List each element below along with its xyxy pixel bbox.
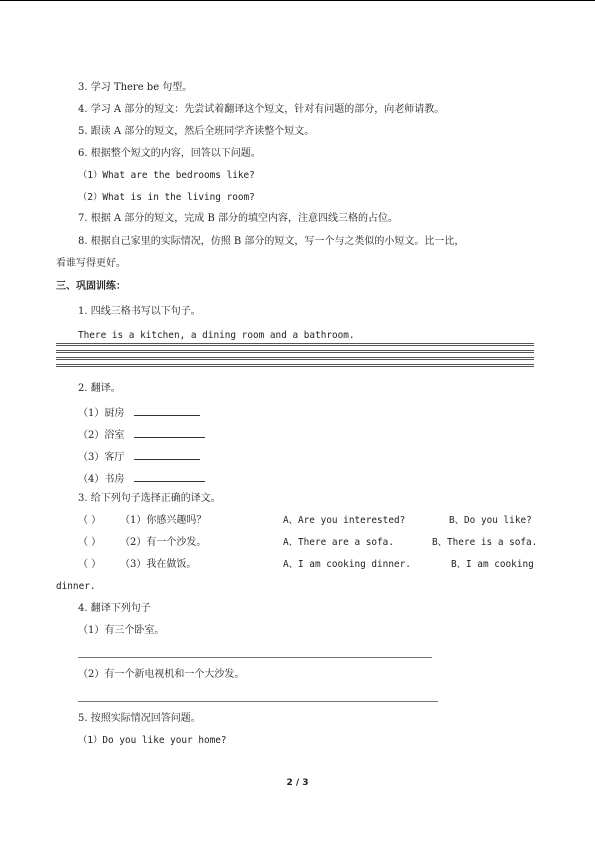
step-5: 5. 跟读 A 部分的短文，然后全班同学齐读整个短文。: [78, 126, 315, 137]
question-1: （1）What are the bedrooms like?: [78, 170, 255, 181]
answer-blank[interactable]: [134, 405, 200, 416]
exercise-2-title: 2. 翻译。: [78, 383, 121, 394]
translate-item-label: （4）书房: [78, 474, 125, 485]
choice-option-a: A、I am cooking dinner.: [283, 559, 411, 570]
translate-item-label: （2）浴室: [78, 430, 125, 441]
choice-option-a: A、Are you interested?: [283, 515, 406, 526]
four-line-grid-line: [56, 357, 534, 360]
translate-item: [78, 471, 205, 486]
exercise-1-sentence: There is a kitchen, a dining room and a bathroom.: [78, 330, 355, 341]
translate-item-label: （1）厨房: [78, 408, 125, 419]
step-7: 7. 根据 A 部分的短文，完成 B 部分的填空内容，注意四线三格的占位。: [78, 213, 399, 224]
choice-paren[interactable]: （ ）: [78, 515, 102, 526]
choice-option-wrap: dinner.: [56, 581, 96, 592]
answer-blank[interactable]: [134, 449, 200, 460]
exercise-1-title: 1. 四线三格书写以下句子。: [78, 306, 201, 317]
answer-blank[interactable]: [134, 471, 205, 482]
question-item: （1）Do you like your home?: [78, 735, 227, 746]
translate-item: [78, 449, 200, 464]
choice-paren[interactable]: （ ）: [78, 537, 102, 548]
page-top-border: [0, 0, 595, 1]
exercise-5-title: 5. 按照实际情况回答问题。: [78, 713, 201, 724]
step-6: 6. 根据整个短文的内容，回答以下问题。: [78, 148, 261, 159]
section-title: 三、巩固训练：: [56, 281, 126, 292]
choice-option-a: A、There are a sofa.: [283, 537, 394, 548]
step-8-wrap: 看谁写得更好。: [56, 258, 126, 269]
sentence-item: （1）有三个卧室。: [78, 625, 165, 636]
choice-question: （3）我在做饭。: [120, 559, 197, 570]
four-line-grid-line: [56, 343, 534, 346]
translate-item: [78, 427, 205, 442]
choice-option-b: B、I am cooking: [451, 559, 534, 570]
choice-question: （2）有一个沙发。: [120, 537, 207, 548]
page-number: 2 / 3: [286, 778, 309, 788]
choice-question: （1）你感兴趣吗？: [120, 515, 207, 526]
choice-option-b: B、There is a sofa.: [432, 537, 538, 548]
four-line-grid-line: [56, 364, 534, 367]
answer-blank[interactable]: [134, 427, 205, 438]
step-8: 8. 根据自己家里的实际情况，仿照 B 部分的短文，写一个与之类似的小短文。比一比，: [78, 236, 465, 247]
translate-item: [78, 405, 200, 420]
four-line-grid-line: [56, 350, 534, 353]
translate-item-label: （3）客厅: [78, 452, 125, 463]
choice-option-b: B、Do you like?: [449, 515, 532, 526]
exercise-4-title: 4. 翻译下列句子: [78, 603, 151, 614]
answer-line[interactable]: [78, 701, 438, 702]
answer-line[interactable]: [78, 657, 432, 658]
step-3: 3. 学习 There be 句型。: [78, 82, 193, 93]
step-4: 4. 学习 A 部分的短文：先尝试着翻译这个短文，针对有问题的部分，向老师请教。: [78, 104, 445, 115]
exercise-3-title: 3. 给下列句子选择正确的译文。: [78, 493, 221, 504]
choice-paren[interactable]: （ ）: [78, 559, 102, 570]
sentence-item: （2）有一个新电视机和一个大沙发。: [78, 669, 245, 680]
question-2: （2）What is in the living room?: [78, 192, 255, 203]
